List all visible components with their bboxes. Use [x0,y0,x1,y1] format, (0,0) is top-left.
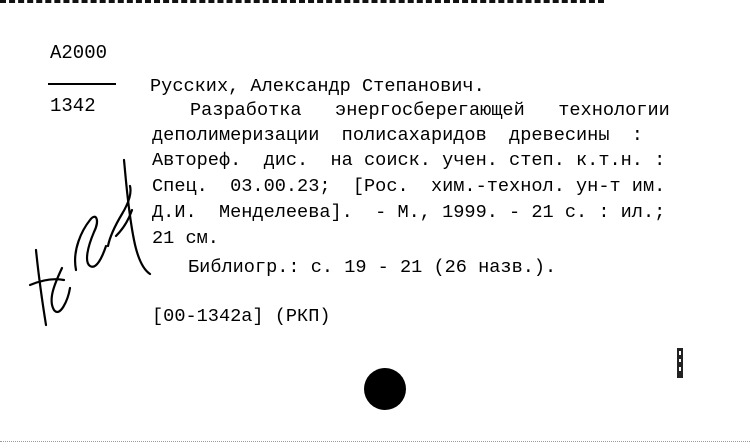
description-line-3: Д.И. Менделеева]. - М., 1999. - 21 с. : ил.; [152,202,666,223]
title-line-1: Разработка энергосберегающей технологии [190,100,670,121]
description-line-1: Автореф. дис. на соиск. учен. степ. к.т.н. : [152,150,666,171]
bibliography-note: Библиогр.: с. 19 - 21 (26 назв.). [188,257,557,278]
title-line-2: деполимеризации полисахаридов древесины : [152,125,643,146]
handwritten-signature [24,150,154,340]
description-line-4: 21 см. [152,228,219,249]
call-number-bottom: 1342 [50,95,96,117]
call-number-rule [48,83,116,85]
accession-number: [00-1342а] (РКП) [152,306,331,327]
author-heading: Русских, Александр Степанович. [150,76,485,97]
card-bottom-edge [0,441,750,442]
description-line-2: Спец. 03.00.23; [Рос. хим.-технол. ун-т им. [152,176,666,197]
card-top-edge [0,0,604,3]
call-number-top: A2000 [50,42,108,64]
small-stamp-mark [676,348,684,378]
punch-hole [364,368,406,410]
